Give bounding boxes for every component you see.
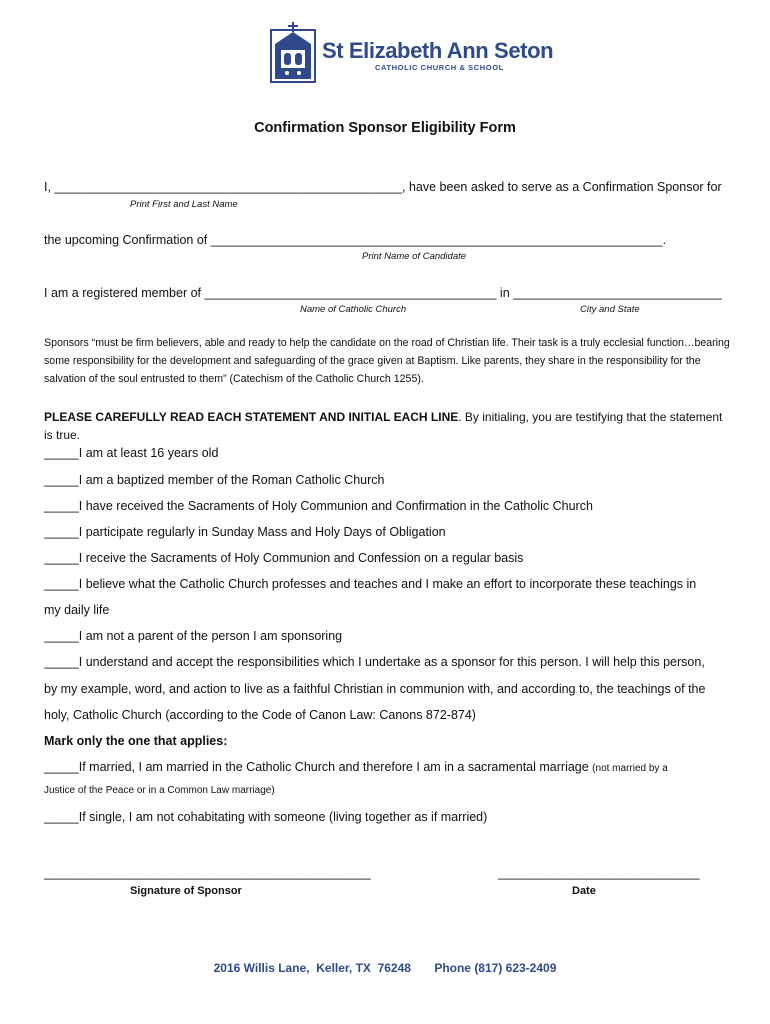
mark-only-heading: Mark only the one that applies:: [44, 734, 228, 748]
date-line[interactable]: _____________________________: [498, 866, 700, 880]
sponsor-name-line[interactable]: I, __________________________________________________, have been asked to serve as a Confirmation Sponsor for: [44, 180, 722, 194]
statement-mass[interactable]: _____I participate regularly in Sunday Mass and Holy Days of Obligation: [44, 525, 446, 539]
catechism-quote: Sponsors “must be firm believers, able and ready to help the candidate on the road of Christian life. Their task is a truly ecclesial function…bearing some responsibility for the development and safeguarding of the grace given at Baptism. Like parents, they share in the responsibility for the salvation of the soul entrusted to them” (Catechism of the Catholic Church 1255).: [44, 337, 730, 385]
footer: [0, 961, 770, 975]
statement-responsibilities-cont1: by my example, word, and action to live as a faithful Christian in communion with, and according to, the teachings of the: [44, 682, 706, 696]
instruction: [44, 408, 734, 444]
form-title: Confirmation Sponsor Eligibility Form: [254, 120, 516, 136]
married-small-text: (not married by a: [592, 763, 668, 774]
church-name-caption: Name of Catholic Church: [300, 304, 407, 315]
footer-phone: Phone (817) 623-2409: [434, 961, 557, 975]
signature-caption: Signature of Sponsor: [130, 885, 242, 897]
date-caption: Date: [572, 885, 596, 897]
sponsor-name-caption: Print First and Last Name: [130, 199, 238, 210]
instruction-rest: . By initialing, you are testifying that the statement is true.: [44, 410, 723, 442]
statement-not-parent[interactable]: _____I am not a parent of the person I am sponsoring: [44, 629, 343, 643]
statement-married-cont: Justice of the Peace or in a Common Law marriage): [44, 785, 275, 796]
church-building-icon: [270, 22, 316, 84]
statement-baptized[interactable]: _____I am a baptized member of the Roman Catholic Church: [44, 473, 385, 487]
statement-sacraments[interactable]: _____I have received the Sacraments of Holy Communion and Confirmation in the Catholic Church: [44, 499, 593, 513]
church-subtitle: CATHOLIC CHURCH & SCHOOL: [375, 63, 504, 72]
statement-belief-cont: my daily life: [44, 603, 110, 617]
statement-single[interactable]: _____If single, I am not cohabitating with someone (living together as if married): [44, 810, 488, 824]
statement-responsibilities[interactable]: _____I understand and accept the responsibilities which I undertake as a sponsor for this person. I will help this person,: [44, 655, 705, 669]
church-name: St Elizabeth Ann Seton: [322, 38, 554, 63]
married-main-text: _____If married, I am married in the Catholic Church and therefore I am in a sacramental marriage: [44, 760, 593, 774]
footer-address: 2016 Willis Lane, Keller, TX 76248: [213, 961, 411, 975]
city-state-caption: City and State: [580, 304, 640, 315]
statement-age[interactable]: _____I am at least 16 years old: [44, 446, 219, 460]
statement-communion-confession[interactable]: _____I receive the Sacraments of Holy Communion and Confession on a regular basis: [44, 551, 524, 565]
church-membership-line[interactable]: I am a registered member of __________________________________________ in ______________________________: [44, 286, 722, 300]
candidate-name-line[interactable]: the upcoming Confirmation of _________________________________________________________________.: [44, 233, 667, 247]
signature-line[interactable]: _______________________________________________: [44, 866, 371, 880]
statement-responsibilities-cont2: holy, Catholic Church (according to the Code of Canon Law: Canons 872-874): [44, 708, 476, 722]
statement-married[interactable]: [44, 760, 668, 774]
candidate-name-caption: Print Name of Candidate: [362, 251, 467, 262]
instruction-bold: PLEASE CAREFULLY READ EACH STATEMENT AND INITIAL EACH LINE: [44, 410, 459, 424]
church-logo: [270, 22, 316, 84]
statement-belief[interactable]: _____I believe what the Catholic Church professes and teaches and I make an effort to incorporate these teachings in: [44, 577, 697, 591]
